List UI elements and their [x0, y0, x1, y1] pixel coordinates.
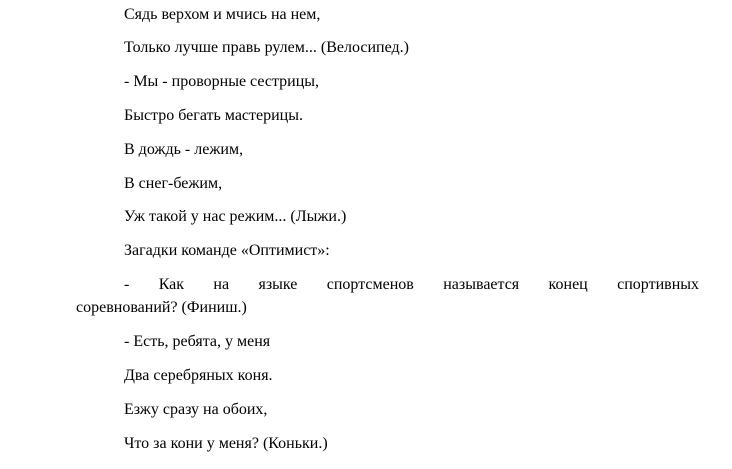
text-line: - Мы - проворные сестрицы,	[124, 73, 320, 90]
text-line: Загадки команде «Оптимист»:	[124, 242, 330, 259]
text-line: Что за кони у меня? (Коньки.)	[124, 435, 328, 452]
text-line: Только лучше правь рулем... (Велосипед.)	[124, 39, 409, 56]
text-line: Быстро бегать мастерицы.	[124, 107, 303, 124]
justified-text-line: - Как на языке спортсменов называется конец спортивных	[124, 276, 699, 293]
text-line: Уж такой у нас режим... (Лыжи.)	[124, 208, 347, 225]
text-line: Езжу сразу на обоих,	[124, 401, 268, 418]
text-line: В снег-бежим,	[124, 175, 223, 192]
text-line: - Есть, ребята, у меня	[124, 333, 271, 350]
text-line: Сядь верхом и мчись на нем,	[124, 6, 321, 23]
text-line: Два серебряных коня.	[124, 367, 273, 384]
text-line: В дождь - лежим,	[124, 141, 244, 158]
text-line: соревнований? (Финиш.)	[76, 299, 247, 316]
